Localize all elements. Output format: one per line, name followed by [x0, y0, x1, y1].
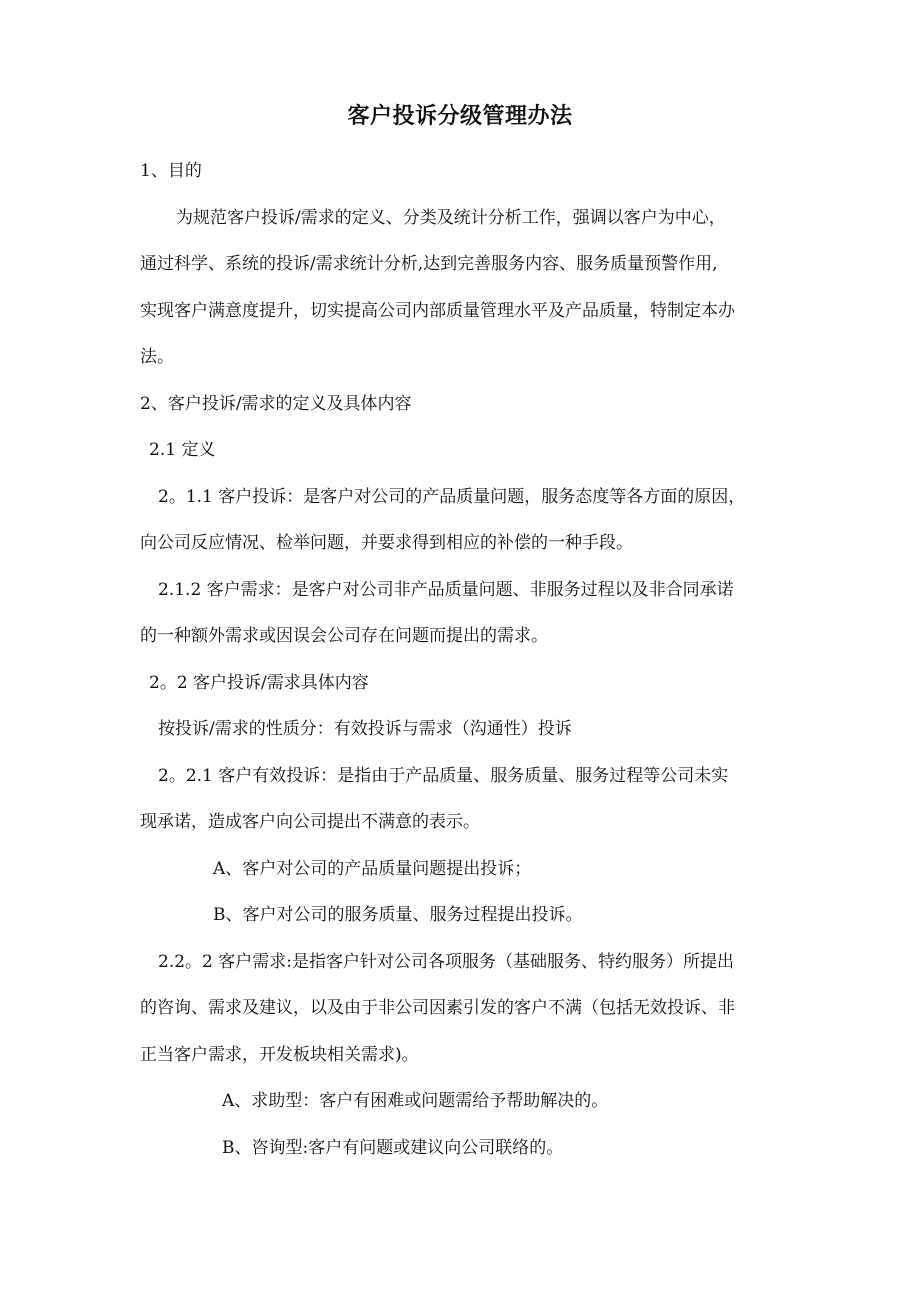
clause-2-2-1-line: 2。2.1 客户有效投诉：是指由于产品质量、服务质量、服务过程等公司未实 [158, 766, 729, 786]
list-item-b: B、咨询型:客户有问题或建议向公司联络的。 [222, 1138, 564, 1158]
list-item-b: B、客户对公司的服务质量、服务过程提出投诉。 [213, 905, 583, 925]
section-1-heading: 1、目的 [140, 161, 202, 181]
clause-2-2-2-line: 2.2。2 客户需求:是指客户针对公司各项服务（基础服务、特约服务）所提出 [158, 952, 734, 972]
clause-2-1-1-line: 向公司反应情况、检举问题，并要求得到相应的补偿的一种手段。 [140, 533, 633, 553]
section-2-heading: 2、客户投诉/需求的定义及具体内容 [140, 394, 412, 414]
clause-2-1-2-line: 2.1.2 客户需求：是客户对公司非产品质量问题、非服务过程以及非合同承诺 [158, 580, 734, 600]
clause-2-2-1-line: 现承诺，造成客户向公司提出不满意的表示。 [140, 812, 480, 832]
subsection-2-2-heading: 2。2 客户投诉/需求具体内容 [149, 673, 369, 693]
paragraph-line: 法。 [140, 347, 174, 367]
list-item-a: A、求助型：客户有困难或问题需给予帮助解决的。 [222, 1091, 609, 1111]
paragraph-line: 为规范客户投诉/需求的定义、分类及统计分析工作，强调以客户为中心， [176, 208, 726, 228]
list-item-a: A、客户对公司的产品质量问题提出投诉； [213, 859, 532, 879]
classification-line: 按投诉/需求的性质分：有效投诉与需求（沟通性）投诉 [158, 719, 572, 739]
subsection-2-1-heading: 2.1 定义 [149, 440, 216, 460]
clause-2-1-1-line: 2。1.1 客户投诉：是客户对公司的产品质量问题，服务态度等各方面的原因， [158, 487, 746, 507]
document-title: 客户投诉分级管理办法 [347, 104, 573, 129]
clause-2-2-2-line: 的咨询、需求及建议，以及由于非公司因素引发的客户不满（包括无效投诉、非 [140, 998, 735, 1018]
paragraph-line: 通过科学、系统的投诉/需求统计分析,达到完善服务内容、服务质量预警作用, [140, 254, 718, 274]
clause-2-1-2-line: 的一种额外需求或因误会公司存在问题而提出的需求。 [140, 626, 548, 646]
paragraph-line: 实现客户满意度提升，切实提高公司内部质量管理水平及产品质量，特制定本办 [140, 301, 735, 321]
clause-2-2-2-line: 正当客户需求，开发板块相关需求)。 [140, 1045, 419, 1065]
